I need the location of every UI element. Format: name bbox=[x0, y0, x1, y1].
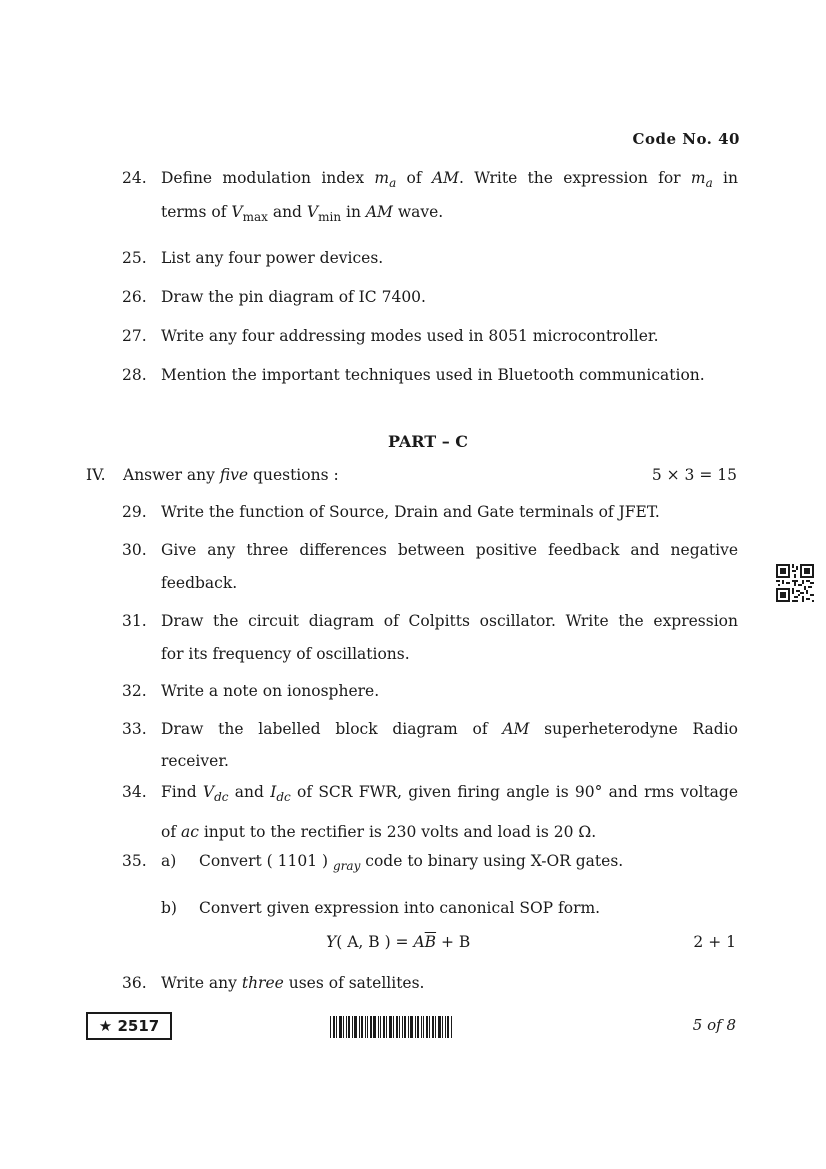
question-number: 24. bbox=[122, 169, 147, 187]
section-roman-numeral: IV. bbox=[86, 466, 106, 484]
section-instruction: Answer any five questions : bbox=[123, 466, 339, 484]
question-number: 31. bbox=[122, 612, 147, 630]
code-number: Code No. 40 bbox=[632, 130, 740, 148]
question-number: 30. bbox=[122, 541, 147, 559]
question-35a: Convert ( 1101 ) $_{gray}$ code to binary using X-OR gates. bbox=[199, 852, 624, 874]
question-25: List any four power devices. bbox=[161, 249, 384, 267]
question-number: 32. bbox=[122, 682, 147, 700]
question-36: Write any three uses of satellites. bbox=[161, 974, 425, 992]
question-number: 25. bbox=[122, 249, 147, 267]
question-number: 34. bbox=[122, 783, 147, 801]
subquestion-label: b) bbox=[161, 899, 177, 917]
question-30-line2: feedback. bbox=[161, 574, 238, 592]
question-24-line1: Define modulation index $m_a$ of AM. Write the expression for $m_a$ in bbox=[161, 169, 738, 191]
subquestion-label: a) bbox=[161, 852, 177, 870]
boolean-expression: Y( A, B ) = $A\overline{B} + B$ bbox=[326, 933, 471, 951]
question-number: 35. bbox=[122, 852, 147, 870]
question-number: 26. bbox=[122, 288, 147, 306]
question-number: 27. bbox=[122, 327, 147, 345]
qr-code-icon bbox=[776, 564, 814, 602]
paper-code-box: ★ 2517 bbox=[86, 1012, 172, 1040]
question-32: Write a note on ionosphere. bbox=[161, 682, 380, 700]
question-number: 28. bbox=[122, 366, 147, 384]
question-29: Write the function of Source, Drain and Gate terminals of JFET. bbox=[161, 503, 660, 521]
question-34-line1: Find $V_{dc}$ and $I_{dc}$ of SCR FWR, given firing angle is 90° and rms voltage bbox=[161, 783, 739, 805]
section-marks: 5 × 3 = 15 bbox=[651, 466, 737, 484]
barcode bbox=[330, 1016, 466, 1038]
question-35-marks: 2 + 1 bbox=[693, 933, 736, 951]
question-31-line1: Draw the circuit diagram of Colpitts oscillator. Write the expression bbox=[161, 612, 738, 630]
question-30-line1: Give any three differences between positive feedback and negative bbox=[161, 541, 738, 559]
question-number: 36. bbox=[122, 974, 147, 992]
question-number: 33. bbox=[122, 720, 147, 738]
question-33-line1: Draw the labelled block diagram of AM superheterodyne Radio bbox=[161, 720, 738, 738]
question-31-line2: for its frequency of oscillations. bbox=[161, 645, 410, 663]
question-number: 29. bbox=[122, 503, 147, 521]
question-26: Draw the pin diagram of IC 7400. bbox=[161, 288, 426, 306]
question-28: Mention the important techniques used in Bluetooth communication. bbox=[161, 366, 705, 384]
page-number: 5 of 8 bbox=[692, 1016, 736, 1034]
question-34-line2: of ac input to the rectifier is 230 volts and load is 20 Ω. bbox=[161, 823, 597, 841]
question-33-line2: receiver. bbox=[161, 752, 229, 770]
part-c-title: PART – C bbox=[387, 432, 469, 451]
question-24-line2: terms of $V_{max}$ and $V_{min}$ in AM wave. bbox=[161, 203, 444, 225]
question-27: Write any four addressing modes used in 8051 microcontroller. bbox=[161, 327, 659, 345]
question-35b: Convert given expression into canonical SOP form. bbox=[199, 899, 601, 917]
